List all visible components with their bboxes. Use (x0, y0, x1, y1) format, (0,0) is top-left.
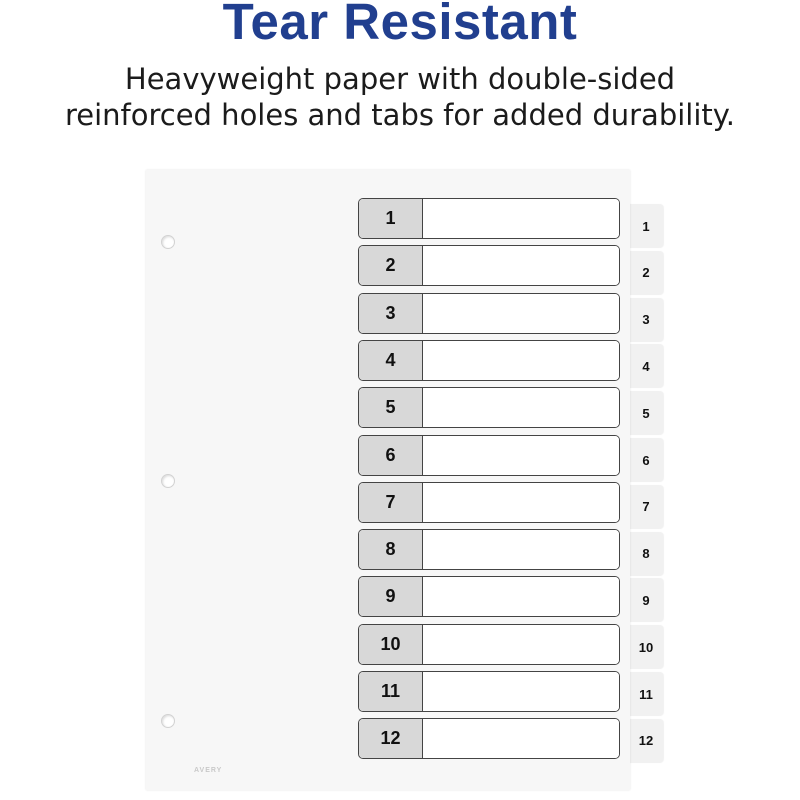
toc-row (358, 718, 620, 759)
toc-row (358, 529, 620, 570)
toc-number: 8 (359, 530, 423, 569)
toc-write-field (423, 199, 619, 238)
side-tab: 11 (629, 672, 663, 716)
toc-row (358, 198, 620, 239)
toc-write-field (423, 246, 619, 285)
toc-number: 11 (359, 672, 423, 711)
subtext-line-2: reinforced holes and tabs for added durability. (64, 98, 736, 132)
side-tab: 5 (629, 391, 663, 435)
toc-write-field (423, 577, 619, 616)
toc-write-field (423, 388, 619, 427)
toc-number: 12 (359, 719, 423, 758)
toc-write-field (423, 436, 619, 475)
toc-write-field (423, 672, 619, 711)
toc-row (358, 435, 620, 476)
toc-write-field (423, 294, 619, 333)
punch-hole-bottom (161, 714, 175, 728)
toc-write-field (423, 341, 619, 380)
toc-number: 9 (359, 577, 423, 616)
toc-row (358, 387, 620, 428)
toc-write-field (423, 483, 619, 522)
toc-row (358, 576, 620, 617)
toc-write-field (423, 530, 619, 569)
toc-row (358, 293, 620, 334)
side-tab: 2 (629, 251, 663, 295)
toc-number: 1 (359, 199, 423, 238)
side-tab: 9 (629, 578, 663, 622)
headline: Tear Resistant (222, 0, 578, 50)
toc-row (358, 340, 620, 381)
side-tab: 8 (629, 532, 663, 576)
side-tab: 1 (629, 204, 663, 248)
side-tab: 12 (629, 719, 663, 763)
toc-number: 3 (359, 294, 423, 333)
toc-row (358, 671, 620, 712)
side-tab: 3 (629, 298, 663, 342)
toc-write-field (423, 625, 619, 664)
side-tab: 7 (629, 485, 663, 529)
toc-number: 4 (359, 341, 423, 380)
subtext-line-1: Heavyweight paper with double-sided (124, 62, 676, 96)
brand-logo: AVERY (194, 767, 223, 774)
toc-row (358, 624, 620, 665)
toc-number: 2 (359, 246, 423, 285)
toc-number: 6 (359, 436, 423, 475)
toc-number: 5 (359, 388, 423, 427)
toc-row (358, 245, 620, 286)
toc-row (358, 482, 620, 523)
toc-write-field (423, 719, 619, 758)
toc-number: 10 (359, 625, 423, 664)
side-tab: 10 (629, 625, 663, 669)
punch-hole-top (161, 235, 175, 249)
punch-hole-middle (161, 474, 175, 488)
side-tab: 4 (629, 344, 663, 388)
side-tab: 6 (629, 438, 663, 482)
toc-number: 7 (359, 483, 423, 522)
